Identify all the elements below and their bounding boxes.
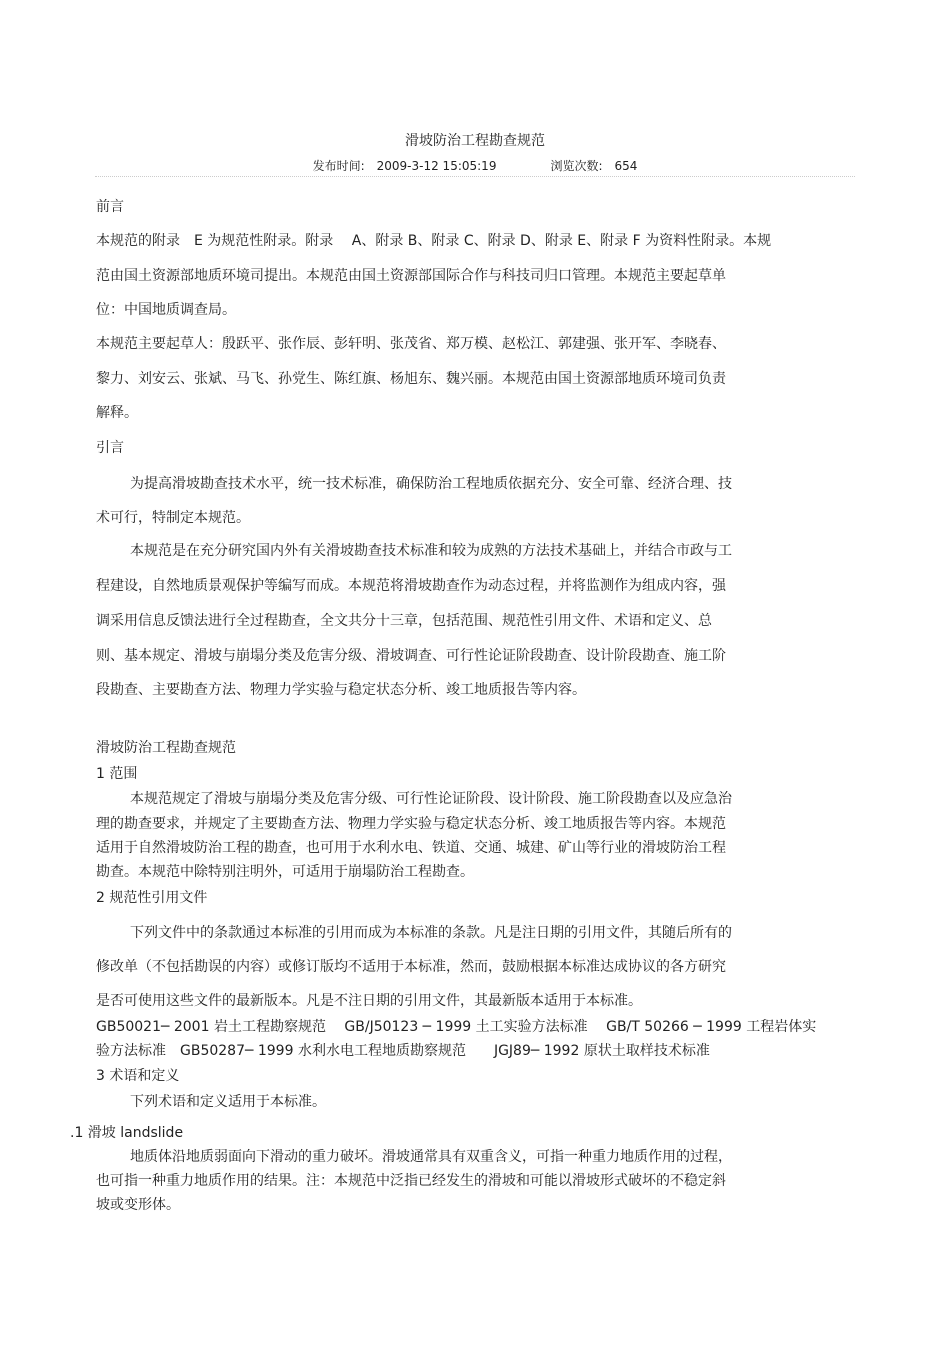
body-line: 段勘查、主要勘查方法、物理力学实验与稳定状态分析、竣工地质报告等内容。: [96, 682, 586, 698]
body-line: 为提高滑坡勘查技术水平，统一技术标准，确保防治工程地质依据充分、安全可靠、经济合理、技: [130, 476, 732, 492]
term-heading: .1 滑坡 landslide: [70, 1125, 184, 1141]
body-line: 修改单（不包括勘误的内容）或修订版均不适用于本标准，然而，鼓励根据本标准达成协议的各方研究: [96, 959, 726, 975]
body-line: 黎力、刘安云、张斌、马飞、孙党生、陈红旗、杨旭东、魏兴丽。本规范由国土资源部地质环境司负责: [96, 371, 726, 387]
body-line: 理的勘查要求，并规定了主要勘查方法、物理力学实验与稳定状态分析、竣工地质报告等内容。本规范: [96, 816, 726, 832]
heading-section-2: 2 规范性引用文件: [96, 890, 208, 906]
heading-introduction: 引言: [96, 440, 124, 456]
page-title: 滑坡防治工程勘查规范: [405, 133, 545, 149]
heading-section-1: 1 范围: [96, 766, 138, 782]
body-line: 术可行，特制定本规范。: [96, 510, 250, 526]
body-line: 是否可使用这些文件的最新版本。凡是不注日期的引用文件，其最新版本适用于本标准。: [96, 993, 642, 1009]
body-line: 地质体沿地质弱面向下滑动的重力破坏。滑坡通常具有双重含义，可指一种重力地质作用的过程，: [130, 1149, 732, 1165]
publish-time-label: 发布时间:: [312, 159, 365, 173]
view-count-value: 654: [614, 159, 638, 173]
body-line: 范由国土资源部地质环境司提出。本规范由国土资源部国际合作与科技司归口管理。本规范主要起草单: [96, 268, 726, 284]
publish-time-value: 2009-3-12 15:05:19: [376, 159, 497, 173]
body-line: 本规范的附录 E 为规范性附录。附录 A、附录 B、附录 C、附录 D、附录 E、附录 F 为资料性附录。本规: [96, 233, 772, 249]
body-line: 下列术语和定义适用于本标准。: [130, 1094, 326, 1110]
heading-foreword: 前言: [96, 199, 124, 215]
header-divider: [95, 176, 855, 177]
view-count-label: 浏览次数:: [550, 159, 603, 173]
body-line: 位：中国地质调查局。: [96, 302, 236, 318]
body-line: 适用于自然滑坡防治工程的勘查，也可用于水利水电、铁道、交通、城建、矿山等行业的滑坡防治工程: [96, 840, 726, 856]
body-line: 坡或变形体。: [96, 1197, 180, 1213]
body-line: 本规范规定了滑坡与崩塌分类及危害分级、可行性论证阶段、设计阶段、施工阶段勘查以及应急治: [130, 791, 732, 807]
body-line: 程建设，自然地质景观保护等编写而成。本规范将滑坡勘查作为动态过程，并将监测作为组成内容，强: [96, 578, 726, 594]
body-line: 也可指一种重力地质作用的结果。注：本规范中泛指已经发生的滑坡和可能以滑坡形式破坏的不稳定斜: [96, 1173, 726, 1189]
body-line: 下列文件中的条款通过本标准的引用而成为本标准的条款。凡是注日期的引用文件，其随后所有的: [130, 925, 732, 941]
body-line: 本规范主要起草人：殷跃平、张作辰、彭轩明、张茂省、郑万模、赵松江、郭建强、张开军、李晓春、: [96, 336, 726, 352]
body-line: 本规范是在充分研究国内外有关滑坡勘查技术标准和较为成熟的方法技术基础上，并结合市政与工: [130, 543, 732, 559]
reference-line: 验方法标准 GB50287─ 1999 水利水电工程地质勘察规范 JGJ89─ 1992 原状土取样技术标准: [96, 1043, 710, 1059]
heading-section-3: 3 术语和定义: [96, 1068, 180, 1084]
body-line: 解释。: [96, 405, 138, 421]
body-line: 调采用信息反馈法进行全过程勘查，全文共分十三章，包括范围、规范性引用文件、术语和定义、总: [96, 613, 712, 629]
body-line: 则、基本规定、滑坡与崩塌分类及危害分级、滑坡调查、可行性论证阶段勘查、设计阶段勘查、施工阶: [96, 648, 726, 664]
section-title: 滑坡防治工程勘查规范: [96, 740, 236, 756]
reference-line: GB50021─ 2001 岩土工程勘察规范 GB/J50123 ─ 1999 土工实验方法标准 GB/T 50266 ─ 1999 工程岩体实: [96, 1019, 817, 1035]
publish-meta: [0, 157, 950, 174]
body-line: 勘查。本规范中除特别注明外，可适用于崩塌防治工程勘查。: [96, 864, 474, 880]
